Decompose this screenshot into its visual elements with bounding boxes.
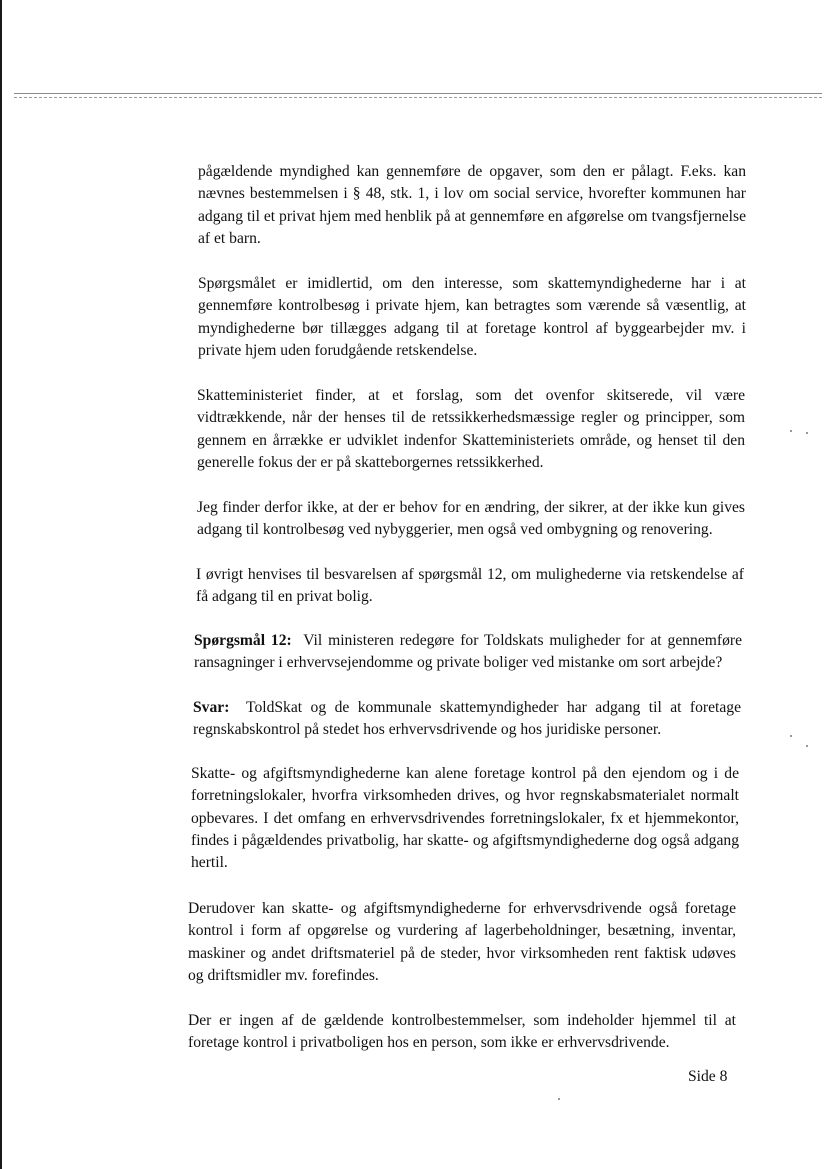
scan-speck	[806, 432, 808, 434]
scan-speck	[790, 430, 792, 432]
paragraph-9	[188, 898, 736, 987]
answer-label: Svar:	[193, 699, 230, 716]
paragraph-text: I øvrigt henvises til besvarelsen af spørgsmål 12, om mulighederne via retskendelse af få adgang til en privat bolig.	[196, 566, 744, 606]
paragraph-2	[198, 273, 746, 362]
paragraph-10	[188, 1010, 736, 1055]
paragraph-text: Derudover kan skatte- og afgiftsmyndighederne for erhvervsdrivende også foretage kontrol i form af opgørelse og vurdering af lagerbeholdninger, besætning, inventar, maskiner og andet driftsmateriel på de steder, hvor virksomheden rent faktisk udøves og driftsmidler mv. forefindes.	[188, 900, 736, 984]
paragraph-text: Skatteministeriet finder, at et forslag, som det ovenfor skitserede, vil være vidtrækkende, når der henses til de retssikkerhedsmæssige regler og principper, som gennem en årrække er udviklet indenfor Skatteministeriets område, og henset til den generelle fokus der er på skatteborgernes retssikkerhed.	[197, 387, 745, 471]
scan-speck	[806, 745, 808, 747]
paragraph-5	[196, 564, 744, 609]
answer-12	[193, 697, 741, 742]
paragraph-text: Jeg finder derfor ikke, at der er behov for en ændring, der sikrer, at der ikke kun gives adgang til kontrolbesøg ved nybyggerier, men også ved ombygning og renovering.	[197, 499, 745, 539]
paragraph-4	[197, 497, 745, 542]
paragraph-text: Der er ingen af de gældende kontrolbestemmelser, som indeholder hjemmel til at foretage kontrol i privatboligen hos en person, som ikke er erhvervsdrivende.	[188, 1012, 736, 1052]
question-label: Spørgsmål 12:	[194, 632, 292, 649]
paragraph-text: Skatte- og afgiftsmyndighederne kan alene foretage kontrol på den ejendom og i de forretningslokaler, hvorfra virksomheden drives, og hvor regnskabsmaterialet normalt opbevares. I det omfang en erhvervsdrivendes forretningslokaler, fx et hjemmekontor, findes i pågældendes privatbolig, har skatte- og afgiftsmyndighederne dog også adgang hertil.	[191, 765, 739, 872]
question-12	[194, 630, 742, 675]
paragraph-text: pågældende myndighed kan gennemføre de opgaver, som den er pålagt. F.eks. kan nævnes bestemmelsen i § 48, stk. 1, i lov om social service, hvorefter kommunen har adgang til et privat hjem med henblik på at gennemføre en afgørelse om tvangsfjernelse af et barn.	[198, 163, 746, 247]
scan-speck	[790, 735, 792, 737]
question-text: Vil ministeren redegøre for Toldskats muligheder for at gennemføre ransagninger i erhvervsejendomme og private boliger ved mistanke om sort arbejde?	[194, 632, 742, 672]
paragraph-text: Spørgsmålet er imidlertid, om den interesse, som skattemyndighederne har i at gennemføre kontrolbesøg i private hjem, kan betragtes som værende så væsentlig, at myndighederne bør tillægges adgang til at foretage kontrol af byggearbejder mv. i private hjem uden forudgående retskendelse.	[198, 275, 746, 359]
paragraph-8	[191, 763, 739, 874]
scan-speck	[558, 1098, 560, 1100]
page-number: Side 8	[688, 1068, 728, 1085]
paragraph-3	[197, 385, 745, 474]
answer-text: ToldSkat og de kommunale skattemyndigheder har adgang til at foretage regnskabskontrol på stedet hos erhvervsdrivende og hos juridiske personer.	[193, 699, 741, 739]
paragraph-1	[198, 161, 746, 250]
